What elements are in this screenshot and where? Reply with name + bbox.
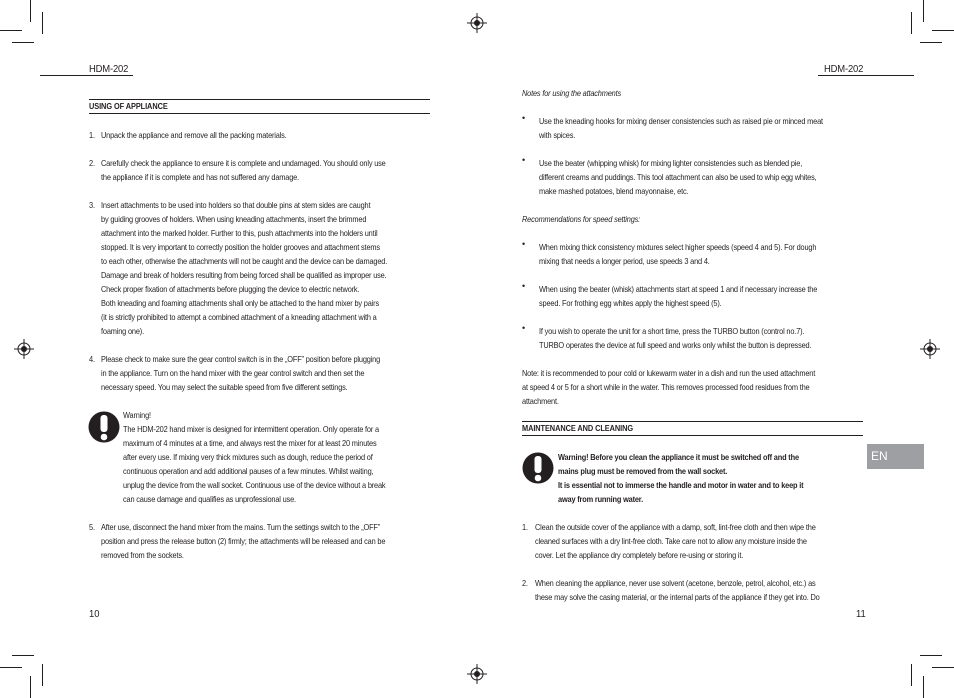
bullet-line: Use the kneading hooks for mixing denser consistencies such as raised pie or minced meat (539, 116, 823, 126)
bullet-line: mixing that needs a longer period, use speeds 3 and 4. (539, 256, 710, 266)
section-rule-bottom (522, 435, 863, 436)
section-title: USING OF APPLIANCE (89, 101, 168, 111)
item-line: by guiding grooves of holders. When using kneading attachments, insert the brimmed (101, 214, 367, 224)
model-header: HDM-202 (824, 63, 864, 75)
section-title: MAINTENANCE AND CLEANING (522, 423, 633, 433)
crop-mark (911, 12, 912, 34)
note-line: at speed 4 or 5 for a short while in the water. This removes processed food residues from the (522, 382, 810, 392)
crop-mark (30, 0, 31, 22)
page-number: 10 (89, 608, 100, 620)
item-line: (it is strictly prohibited to attempt a combined attachment of a kneading attachment with a (101, 312, 377, 322)
item-line: removed from the sockets. (101, 550, 184, 560)
bullet-icon: • (522, 155, 526, 165)
warning-line: It is essential not to immerse the handle and motor in water and to keep it (558, 480, 804, 490)
registration-mark-icon (467, 664, 487, 684)
item-number: 1. (522, 522, 528, 532)
item-line: Clean the outside cover of the appliance with a damp, soft, lint-free cloth and then wipe the (535, 522, 816, 532)
warning-line: Warning! Before you clean the appliance it must be switched off and the (558, 452, 799, 462)
crop-mark (932, 30, 954, 31)
warning-line: away from running water. (558, 494, 643, 504)
exclamation-icon (522, 451, 554, 485)
item-line: Check proper fixation of attachments before plugging the device to electric network. (101, 284, 360, 294)
item-number: 4. (89, 354, 95, 364)
item-line: cleaned surfaces with a dry lint-free cloth. Take care not to allow any moisture inside the (535, 536, 807, 546)
item-line: to each other, otherwise the attachments will not be caught and the device can be damaged. (101, 256, 388, 266)
section-rule-top (522, 421, 863, 422)
item-number: 2. (89, 158, 95, 168)
bullet-line: When using the beater (whisk) attachments start at speed 1 and if necessary increase the (539, 284, 818, 294)
warning-line: maximum of 4 minutes at a time, and always rest the mixer for at least 20 minutes (123, 438, 377, 448)
item-line: in the appliance. Turn on the hand mixer with the gear control switch and then set the (101, 368, 365, 378)
language-tab-label: EN (871, 449, 888, 463)
crop-mark (923, 0, 924, 22)
note-line: Note: it is recommended to pour cold or lukewarm water in a dish and run the used attachment (522, 368, 816, 378)
crop-mark (932, 667, 954, 668)
item-line: Both kneading and foaming attachments shall only be attached to the hand mixer by pairs (101, 298, 379, 308)
bullet-line: speed. For frothing egg whites apply the highest speed (5). (539, 298, 722, 308)
bullet-icon: • (522, 113, 526, 123)
warning-line: after every use. If mixing very thick mixtures such as dough, reduce the period of (123, 452, 373, 462)
item-line: the appliance if it is complete and has not suffered any damage. (101, 172, 299, 182)
crop-mark (920, 42, 942, 43)
bullet-line: make mashed potatoes, blend mayonnaise, etc. (539, 186, 689, 196)
item-line: Insert attachments to be used into holders so that double pins at stem sides are caught (101, 200, 371, 210)
page-number: 11 (856, 608, 866, 620)
crop-mark (911, 664, 912, 686)
item-line: position and press the release button (2) firmly; the attachments will be released and can be (101, 536, 386, 546)
warning-line: continuous operation and add additional pauses of a few minutes. Whilst waiting, (123, 466, 374, 476)
item-line: these may solve the casing material, or the internal parts of the appliance if they get into. Do (535, 592, 820, 602)
crop-mark (42, 12, 43, 34)
warning-line: mains plug must be removed from the wall socket. (558, 466, 728, 476)
item-line: necessary speed. You may select the suitable speed from five different settings. (101, 382, 348, 392)
language-tab (867, 444, 924, 469)
item-line: When cleaning the appliance, never use solvent (acetone, benzole, petrol, alcohol, etc.) as (535, 578, 816, 588)
registration-mark-icon (920, 339, 940, 359)
model-header: HDM-202 (89, 63, 129, 75)
item-line: stopped. It is very important to correctly position the holder grooves and attachment stems (101, 242, 380, 252)
crop-mark (0, 30, 22, 31)
warning-line: can cause damage and qualifies as unprofessional use. (123, 494, 296, 504)
section-rule-top (89, 99, 430, 100)
crop-mark (920, 655, 942, 656)
item-line: attachment into the marked holder. Further to this, push attachments into the holders until (101, 228, 378, 238)
item-line: cover. Let the appliance dry completely before re-using or storing it. (535, 550, 744, 560)
warning-title: Warning! (123, 410, 151, 420)
item-number: 1. (89, 130, 95, 140)
item-number: 2. (522, 578, 528, 588)
notes-title: Notes for using the attachments (522, 88, 622, 98)
bullet-line: Use the beater (whipping whisk) for mixing lighter consistencies such as blended pie, (539, 158, 803, 168)
item-line: Please check to make sure the gear control switch is in the „OFF” position before plugging (101, 354, 381, 364)
item-line: After use, disconnect the hand mixer from the mains. Turn the settings switch to the „OFF” (101, 522, 381, 532)
crop-mark (0, 667, 22, 668)
warning-line: unplug the device from the wall socket. Continuous use of the device without a break (123, 480, 386, 490)
crop-mark (42, 664, 43, 686)
bullet-line: different creams and puddings. This tool attachment can also be used to whip egg whites, (539, 172, 817, 182)
item-line: Unpack the appliance and remove all the packing materials. (101, 130, 287, 140)
item-line: Carefully check the appliance to ensure it is complete and undamaged. You should only use (101, 158, 386, 168)
crop-mark (12, 655, 34, 656)
registration-mark-icon (467, 13, 487, 33)
item-line: foaming one). (101, 326, 144, 336)
item-number: 3. (89, 200, 95, 210)
bullet-line: When mixing thick consistency mixtures select higher speeds (speed 4 and 5). For dough (539, 242, 817, 252)
bullet-line: TURBO operates the device at full speed and works only whilst the button is depressed. (539, 340, 812, 350)
warning-line: The HDM-202 hand mixer is designed for intermittent operation. Only operate for a (123, 424, 379, 434)
item-line: Damage and break of holders resulting from being forced shall be qualified as improper use. (101, 270, 387, 280)
section-rule-bottom (89, 113, 430, 114)
crop-mark (923, 676, 924, 698)
header-rule (40, 75, 133, 76)
registration-mark-icon (14, 339, 34, 359)
speed-title: Recommendations for speed settings: (522, 214, 641, 224)
crop-mark (30, 676, 31, 698)
crop-mark (12, 42, 34, 43)
bullet-icon: • (522, 323, 526, 333)
item-number: 5. (89, 522, 95, 532)
note-line: attachment. (522, 396, 559, 406)
bullet-icon: • (522, 281, 526, 291)
header-rule (818, 75, 914, 76)
exclamation-icon (88, 410, 120, 444)
bullet-line: with spices. (539, 130, 576, 140)
bullet-line: If you wish to operate the unit for a short time, press the TURBO button (control no.7). (539, 326, 805, 336)
bullet-icon: • (522, 239, 526, 249)
